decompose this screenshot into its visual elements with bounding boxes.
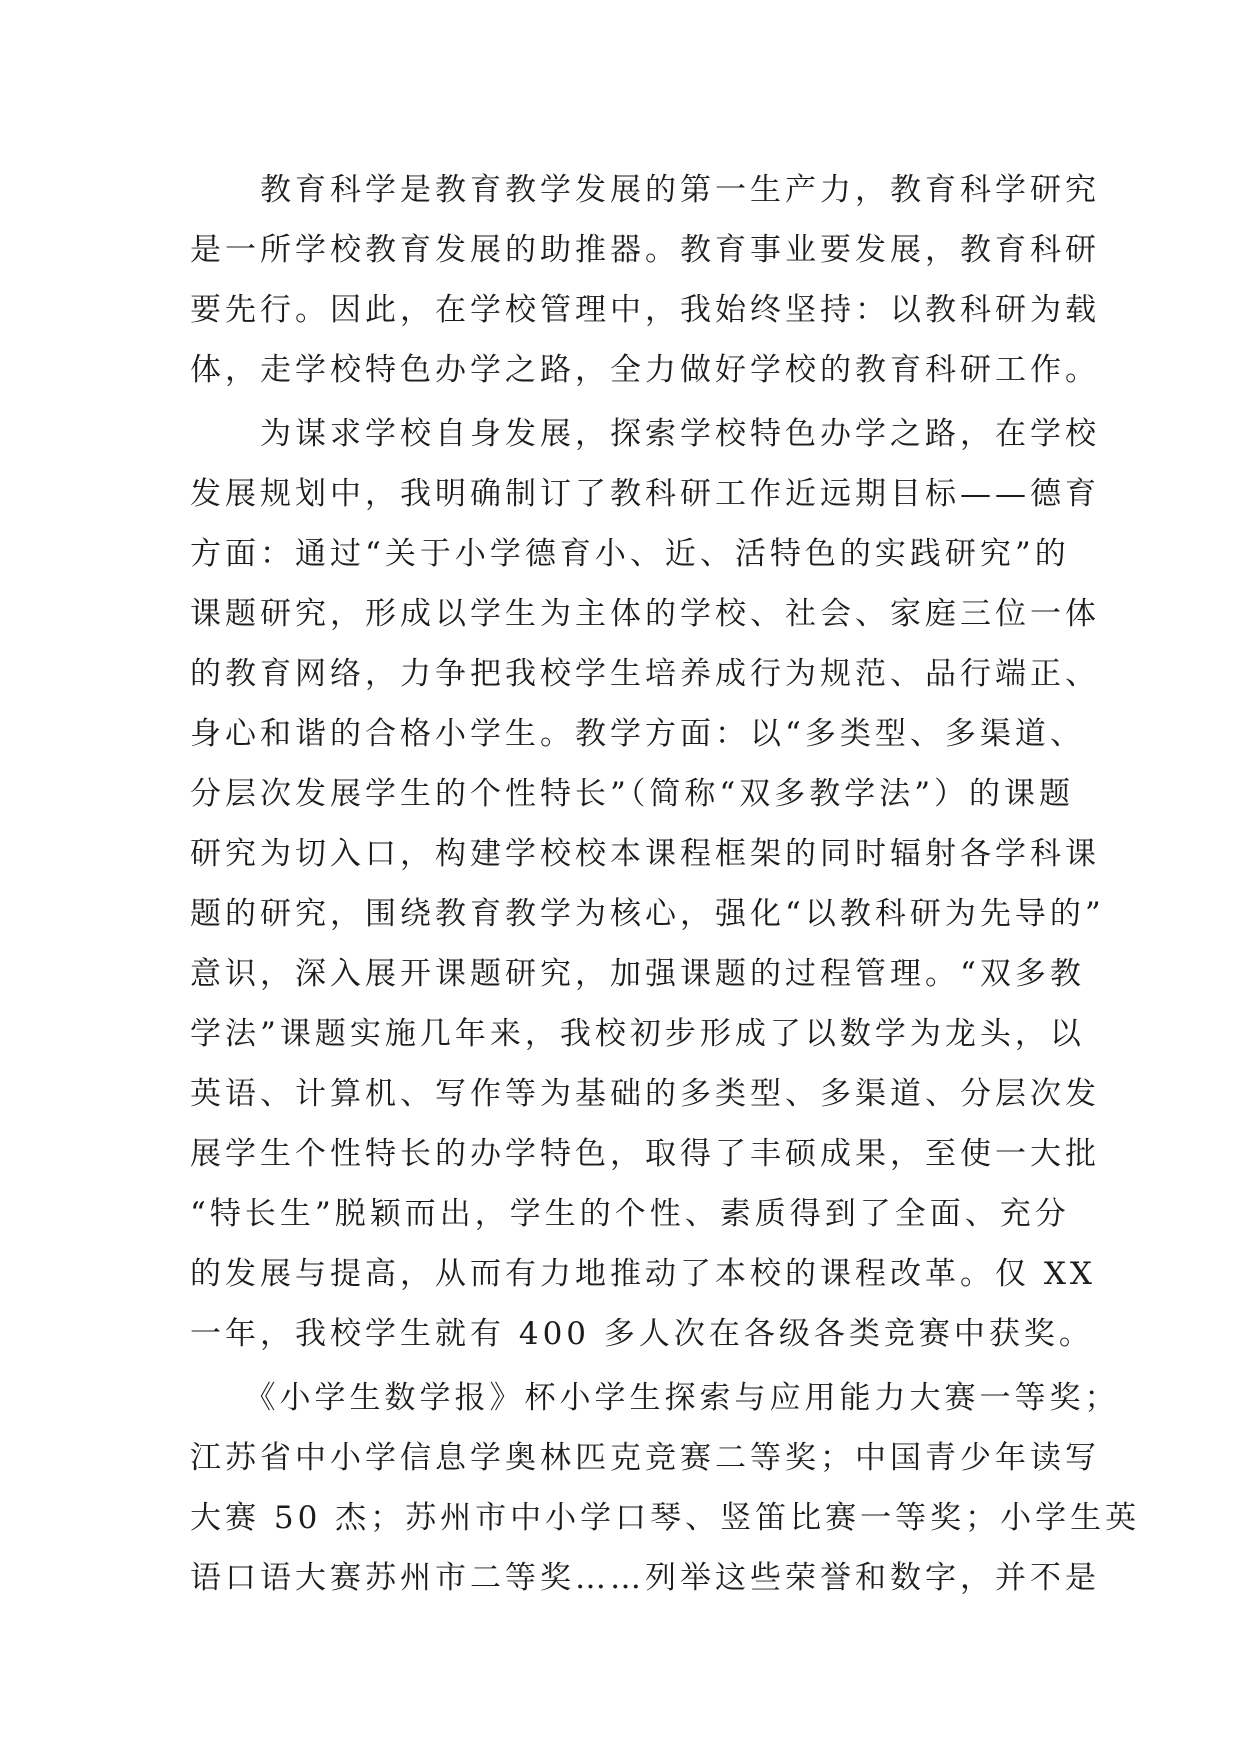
paragraph-1 xyxy=(190,160,1100,400)
text-line: 语口语大赛苏州市二等奖……列举这些荣誉和数字，并不是 xyxy=(190,1560,1100,1596)
text-line: “特长生”脱颖而出，学生的个性、素质得到了全面、充分 xyxy=(190,1196,1070,1232)
text-line: 方面：通过“关于小学德育小、近、活特色的实践研究”的 xyxy=(190,536,1070,572)
paragraph-2 xyxy=(190,404,1105,1364)
text-line: 体，走学校特色办学之路，全力做好学校的教育科研工作。 xyxy=(190,352,1100,388)
text-line: 意识，深入展开课题研究，加强课题的过程管理。“双多教 xyxy=(190,956,1085,992)
text-line: 学法”课题实施几年来，我校初步形成了以数学为龙头，以 xyxy=(190,1016,1085,1052)
text-line: 要先行。因此，在学校管理中，我始终坚持：以教科研为载 xyxy=(190,292,1100,328)
text-line: 研究为切入口，构建学校校本课程框架的同时辐射各学科课 xyxy=(190,836,1100,872)
text-line: 题的研究，围绕教育教学为核心，强化“以教科研为先导的” xyxy=(190,896,1105,932)
text-line: 大赛 50 杰；苏州市中小学口琴、竖笛比赛一等奖；小学生英 xyxy=(190,1500,1141,1536)
text-line: 展学生个性特长的办学特色，取得了丰硕成果，至使一大批 xyxy=(190,1136,1100,1172)
text-line: 英语、计算机、写作等为基础的多类型、多渠道、分层次发 xyxy=(190,1076,1100,1112)
text-line: 课题研究，形成以学生为主体的学校、社会、家庭三位一体 xyxy=(190,596,1100,632)
text-line: 为谋求学校自身发展，探索学校特色办学之路，在学校 xyxy=(190,416,1100,452)
text-line: 江苏省中小学信息学奥林匹克竞赛二等奖；中国青少年读写 xyxy=(190,1440,1100,1476)
text-line: 教育科学是教育教学发展的第一生产力，教育科学研究 xyxy=(190,172,1100,208)
text-line: 身心和谐的合格小学生。教学方面：以“多类型、多渠道、 xyxy=(190,716,1085,752)
text-line: 是一所学校教育发展的助推器。教育事业要发展，教育科研 xyxy=(190,232,1100,268)
text-line: 分层次发展学生的个性特长”（简称“双多教学法”）的课题 xyxy=(190,776,1075,812)
text-line: 一年，我校学生就有 400 多人次在各级各类竞赛中获奖。 xyxy=(190,1316,1094,1352)
text-line: 《小学生数学报》杯小学生探索与应用能力大赛一等奖； xyxy=(190,1380,1120,1416)
text-line: 的发展与提高，从而有力地推动了本校的课程改革。仅 XX xyxy=(190,1256,1096,1292)
document-body xyxy=(190,160,1141,1608)
paragraph-3 xyxy=(190,1368,1141,1608)
text-line: 发展规划中，我明确制订了教科研工作近远期目标——德育 xyxy=(190,476,1100,512)
text-line: 的教育网络，力争把我校学生培养成行为规范、品行端正、 xyxy=(190,656,1100,692)
